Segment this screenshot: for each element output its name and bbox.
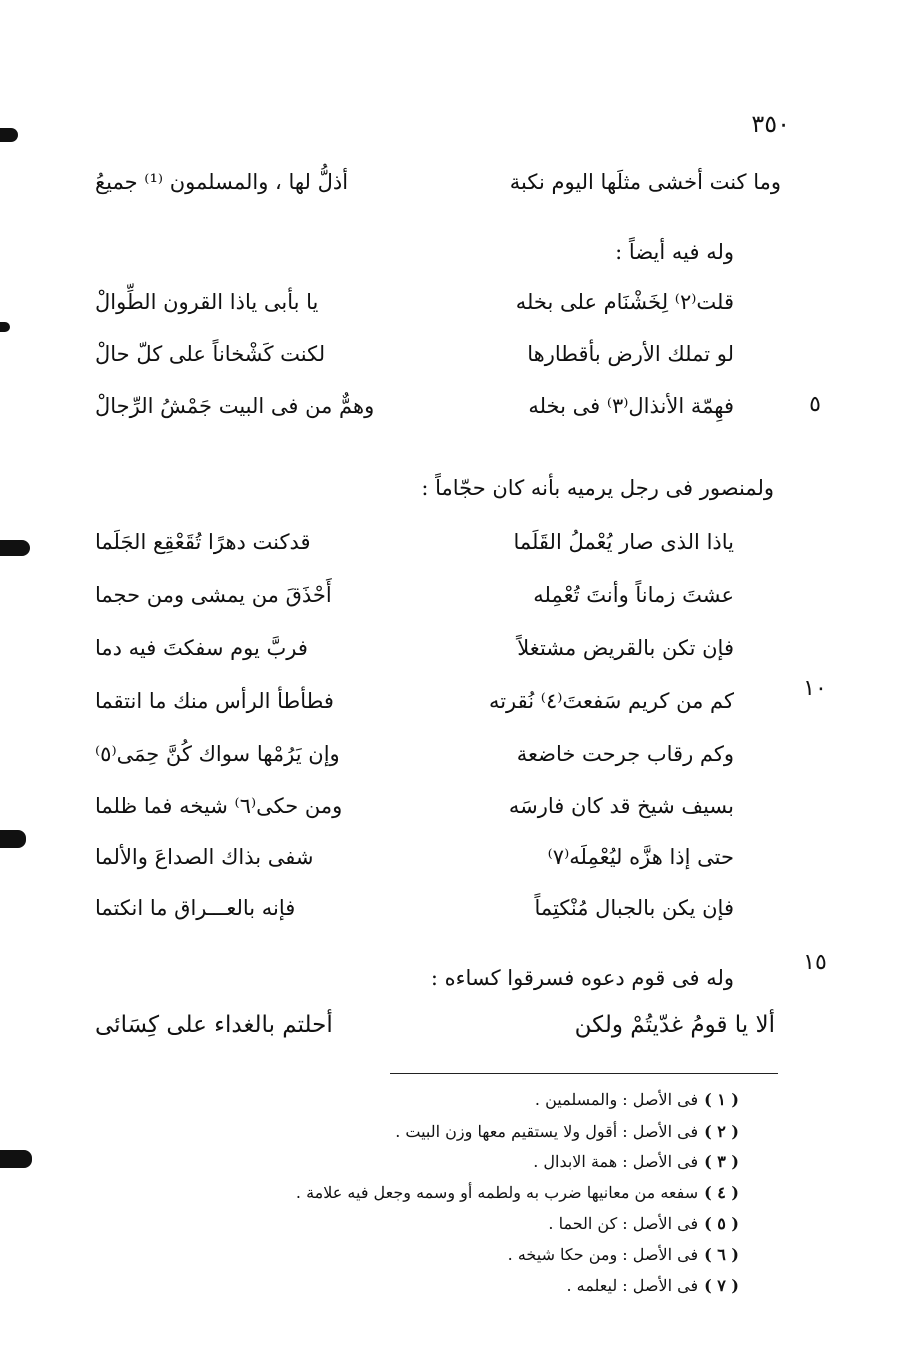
line-number: ١٥ — [803, 950, 827, 975]
verse-hemistich-left: قدكنت دهرًا تُقَعْقِع الجَلَما — [95, 530, 311, 554]
page-number: ٣٥٠ — [751, 110, 790, 138]
scan-edge-mark — [0, 830, 26, 848]
verse-hemistich-right: وكم رقاب جرحت خاضعة — [516, 742, 734, 766]
verse-hemistich-right: بسيف شيخ قد كان فارسَه — [508, 794, 734, 818]
footnote: ( ٥ )فى الأصل : كن الحما . — [548, 1214, 739, 1233]
footnote: ( ٤ )سفعه من معانيها ضرب به ولطمه أو وسمه وجعل فيه علامة . — [295, 1183, 739, 1202]
verse-hemistich-left: فإنه بالعـــراق ما انكتما — [95, 896, 296, 920]
verse-hemistich-left: وإن يَرُمْها سواك كُنَّ حِمَى⁽٥⁾ — [95, 742, 340, 766]
verse-hemistich-left: أَحْذَقَ من يمشى ومن حجما — [95, 583, 332, 607]
footnote: ( ٣ )فى الأصل : همة الابدال . — [533, 1152, 739, 1171]
footnote-separator — [390, 1073, 778, 1074]
verse-hemistich-right: قلت⁽٢⁾ لِخَشْنَام على بخله — [515, 290, 734, 314]
section-heading: وله فى قوم دعوه فسرقوا كساءه : — [430, 966, 734, 990]
verse-hemistich-right: ألا يا قومُ غدّيتُمْ ولكن — [574, 1012, 775, 1038]
footnote: ( ٢ )فى الأصل : أقول ولا يستقيم معها وزن البيت . — [395, 1122, 739, 1141]
section-heading: وله فيه أيضاً : — [615, 240, 734, 264]
verse-hemistich-right: فإن تكن بالقريض مشتغلاً — [517, 636, 734, 660]
verse-hemistich-left: أذلُّ لها ، والمسلمون ⁽¹⁾ جميعُ — [95, 170, 349, 194]
verse-hemistich-left: فربَّ يوم سفكتَ فيه دما — [95, 636, 308, 660]
verse-hemistich-right: كم من كريم سَفعتَ⁽٤⁾ نُقرته — [488, 689, 734, 713]
verse-hemistich-right: لو تملك الأرض بأقطارها — [527, 342, 734, 366]
verse-hemistich-left: أحلتم بالغداء على كِسَائى — [95, 1012, 333, 1038]
footnote: ( ٧ )فى الأصل : ليعلمه . — [566, 1276, 739, 1295]
verse-hemistich-right: ياذا الذى صار يُعْملُ القَلَما — [513, 530, 734, 554]
scan-edge-mark — [0, 322, 10, 332]
verse-hemistich-right: حتى إذا هزَّه ليُعْمِلَه⁽٧⁾ — [547, 845, 734, 869]
verse-hemistich-left: لكنت كَشْخاناً على كلّ حالْ — [95, 342, 326, 366]
verse-hemistich-right: فهِمّة الأنذال⁽٣⁾ فى بخله — [528, 394, 734, 418]
verse-hemistich-left: شفى بذاك الصداعَ والألما — [95, 845, 314, 869]
scan-edge-mark — [0, 540, 30, 556]
verse-hemistich-left: ومن حكى⁽٦⁾ شيخه فما ظلما — [95, 794, 343, 818]
verse-hemistich-left: فطأطأ الرأس منك ما انتقما — [95, 689, 334, 713]
scan-edge-mark — [0, 128, 18, 142]
section-heading: ولمنصور فى رجل يرميه بأنه كان حجّاماً : — [421, 476, 774, 500]
line-number: ٥ — [809, 392, 821, 417]
footnote: ( ١ )فى الأصل : والمسلمين . — [534, 1090, 739, 1109]
verse-hemistich-right: عشتَ زماناً وأنتَ تُعْمِله — [533, 583, 734, 607]
line-number: ١٠ — [803, 676, 827, 701]
verse-hemistich-right: وما كنت أخشى مثلَها اليوم نكبة — [509, 170, 781, 194]
footnote: ( ٦ )فى الأصل : ومن حكا شيخه . — [507, 1245, 739, 1264]
verse-hemistich-left: يا بأبى ياذا القرون الطِّوالْ — [95, 290, 319, 314]
verse-hemistich-left: وهمٌّ من فى البيت جَمْشُ الرِّجالْ — [95, 394, 375, 418]
scan-edge-mark — [0, 1150, 32, 1168]
verse-hemistich-right: فإن يكن بالجبال مُنْكتِماً — [534, 896, 734, 920]
